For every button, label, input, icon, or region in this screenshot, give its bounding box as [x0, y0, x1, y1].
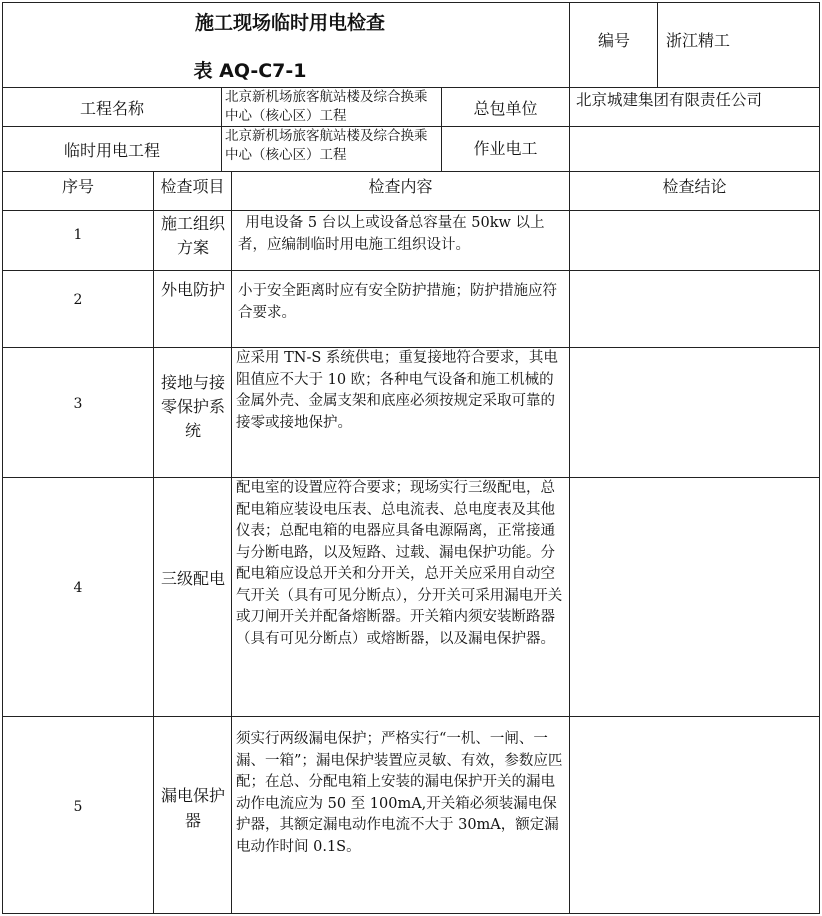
row-2-item: 外电防护	[161, 280, 226, 299]
col-header-content: 检查内容	[368, 177, 433, 196]
row-2-conclusion	[570, 271, 819, 347]
electrician-label: 作业电工	[473, 138, 538, 158]
border-right	[819, 2, 820, 914]
col-header-conclusion: 检查结论	[662, 177, 727, 196]
row-2-no: 2	[73, 292, 83, 308]
row-3-item: 接地与接零保护系统	[161, 373, 226, 440]
number-value: 浙江精工	[666, 31, 731, 50]
temp-power-value: 北京新机场旅客航站楼及综合换乘中心（核心区）工程	[225, 128, 428, 163]
row-3-conclusion	[570, 348, 819, 477]
col-header-no: 序号	[61, 177, 94, 196]
border-top	[2, 2, 820, 3]
project-name-value: 北京新机场旅客航站楼及综合换乘中心（核心区）工程	[225, 89, 428, 124]
row-5-no: 5	[73, 799, 83, 815]
col-header-item: 检查项目	[160, 177, 225, 196]
row-4-item: 三级配电	[161, 569, 226, 588]
number-label: 编号	[597, 31, 630, 50]
row-5-item: 漏电保护器	[161, 786, 226, 830]
row-4-content: 配电室的设置应符合要求；现场实行三级配电，总配电箱应装设电压表、总电流表、总电度表及其他仪表；总配电箱的电器应具备电源隔离，正常接通与分断电路，以及短路、过载、漏电保护功能。分配电箱应设总开关和分开关，总开关应采用自动空气开关（具有可见分断点），分开关可采用漏电开关或刀闸开关并配备熔断器。开关箱内须安装断路器（具有可见分断点）或熔断器，以及漏电保护器。	[236, 480, 563, 647]
row-1-content: 用电设备 5 台以上或设备总容量在 50kw 以上者，应编制临时用电施工组织设计。	[238, 215, 545, 253]
form-code: 表 AQ-C7-1	[193, 60, 307, 82]
row-2-content: 小于安全距离时应有安全防护措施；防护措施应符合要求。	[238, 283, 557, 321]
row-3-content: 应采用 TN-S 系统供电；重复接地符合要求，其电阻值应不大于 10 欧；各种电气设备和施工机械的金属外壳、金属支架和底座必须按规定采取可靠的接零或接地保护。	[236, 350, 558, 431]
general-contractor-value: 北京城建集团有限责任公司	[576, 91, 763, 109]
rule-under-temp-power	[2, 171, 820, 172]
rule-col-item	[231, 171, 232, 914]
row-1-item: 施工组织方案	[161, 214, 226, 257]
row-5-conclusion	[570, 717, 819, 913]
general-contractor-label: 总包单位	[473, 98, 538, 118]
row-1-no: 1	[73, 227, 83, 243]
rule-col-no	[153, 171, 154, 914]
temp-power-label: 临时用电工程	[63, 140, 160, 160]
row-3-no: 3	[73, 396, 83, 412]
rule-number-split	[657, 2, 658, 88]
row-1-conclusion	[570, 211, 819, 270]
project-name-label: 工程名称	[79, 98, 144, 118]
row-5-content: 须实行两级漏电保护；严格实行“一机、一闸、一漏、一箱”；漏电保护装置应灵敏、有效，参数应匹配；在总、分配电箱上安装的漏电保护开关的漏电动作电流应为 50 至 100mA,开关箱必须装漏电保护器，其额定漏电动作电流不大于 30mA，额定漏电动作时间 0.1S。	[236, 731, 563, 855]
border-bottom	[2, 913, 820, 914]
rule-header-split	[569, 2, 570, 171]
electrician-value	[576, 127, 818, 167]
row-4-conclusion	[570, 478, 819, 716]
form-title: 施工现场临时用电检查	[194, 12, 385, 34]
row-4-no: 4	[73, 580, 83, 596]
rule-info-label-split	[221, 87, 222, 171]
